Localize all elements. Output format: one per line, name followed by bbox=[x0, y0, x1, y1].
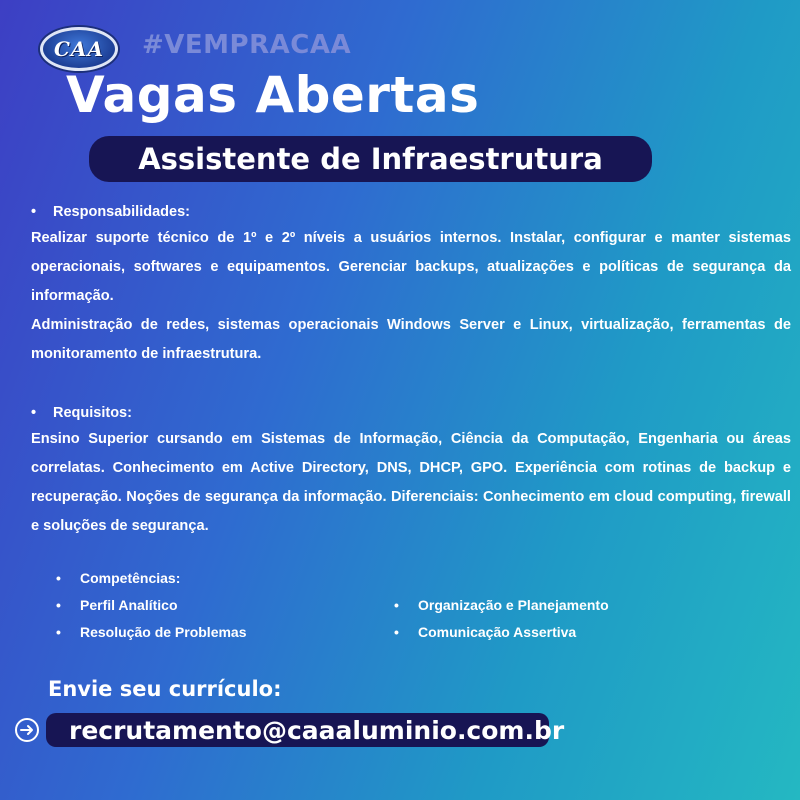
caa-logo bbox=[40, 27, 118, 71]
page-title: Vagas Abertas bbox=[66, 66, 480, 124]
competency-label: Organização e Planejamento bbox=[418, 597, 609, 613]
email-banner[interactable] bbox=[46, 713, 565, 747]
arrow-right-circle-icon bbox=[14, 717, 40, 743]
responsibilities-section bbox=[31, 204, 791, 369]
competency-label: Perfil Analítico bbox=[80, 597, 178, 613]
competency-item bbox=[394, 597, 609, 613]
competency-label: Resolução de Problemas bbox=[80, 624, 247, 640]
competency-item bbox=[56, 624, 247, 640]
bullet-icon: • bbox=[56, 624, 61, 640]
responsibilities-paragraph-2: Administração de redes, sistemas operacionais Windows Server e Linux, virtualização, ferramentas de monitoramento de infraestrutura. bbox=[31, 317, 791, 362]
requirements-paragraph: Ensino Superior cursando em Sistemas de Informação, Ciência da Computação, Engenharia ou áreas correlatas. Conhecimento em Active Directory, DNS, DHCP, GPO. Experiência com rotinas de backup e recuperação. Noções de segurança da informação. Diferenciais: Conhecimento em cloud computing, firewall e soluções de segurança. bbox=[31, 431, 791, 534]
bullet-icon: • bbox=[394, 597, 399, 613]
contact-email[interactable]: recrutamento@caaaluminio.com.br bbox=[69, 715, 565, 745]
bullet-icon: • bbox=[394, 624, 399, 640]
bullet-icon: • bbox=[31, 204, 37, 220]
hashtag: #VEMPRACAA bbox=[142, 30, 352, 60]
bullet-icon: • bbox=[56, 597, 61, 613]
bullet-icon: • bbox=[31, 405, 37, 421]
competencies-heading-text: Competências: bbox=[80, 570, 181, 586]
job-title: Assistente de Infraestrutura bbox=[138, 142, 603, 176]
competency-item bbox=[394, 624, 576, 640]
job-title-banner bbox=[89, 136, 652, 182]
bullet-icon: • bbox=[56, 570, 61, 586]
competency-label: Comunicação Assertiva bbox=[418, 624, 577, 640]
send-resume-label: Envie seu currículo: bbox=[48, 677, 282, 701]
requirements-heading bbox=[31, 405, 791, 421]
responsibilities-heading-text: Responsabilidades: bbox=[53, 204, 190, 220]
competency-item bbox=[56, 597, 178, 613]
requirements-section bbox=[31, 405, 791, 541]
requirements-heading-text: Requisitos: bbox=[53, 405, 132, 421]
competencies-heading bbox=[56, 570, 180, 586]
logo-text: CAA bbox=[54, 37, 104, 61]
responsibilities-heading bbox=[31, 204, 791, 220]
responsibilities-paragraph-1: Realizar suporte técnico de 1º e 2º níveis a usuários internos. Instalar, configurar e manter sistemas operacionais, softwares e equipamentos. Gerenciar backups, atualizações e políticas de segurança da informação. bbox=[31, 230, 791, 304]
